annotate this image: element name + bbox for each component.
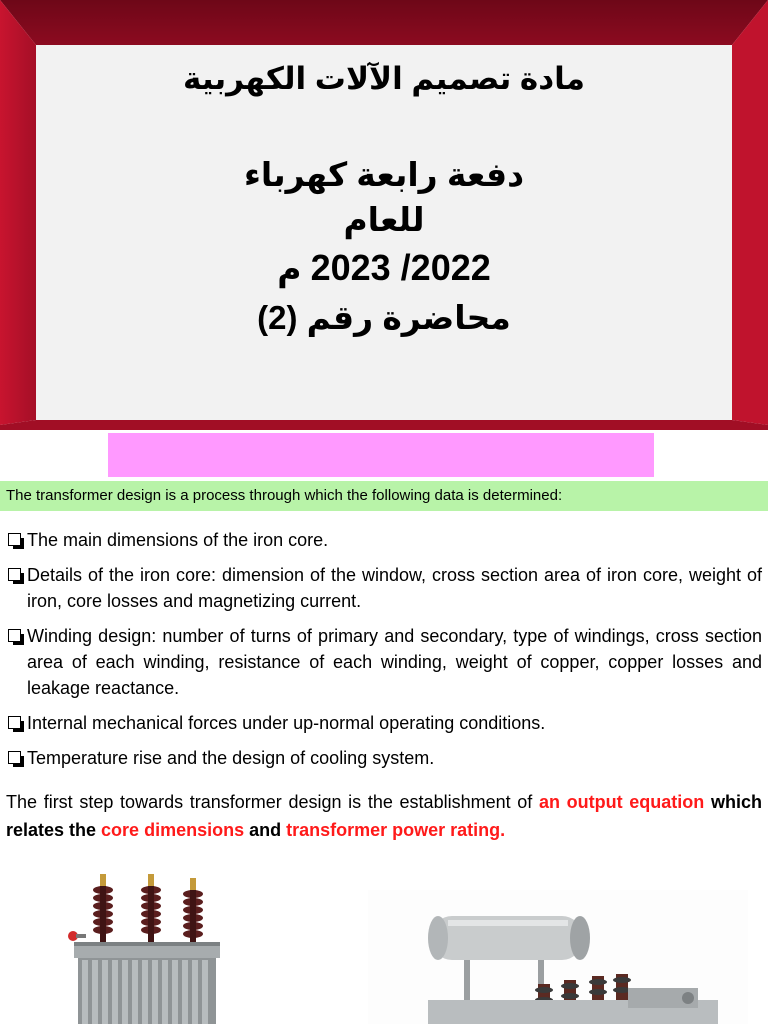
paragraph-text: which relates the [6,792,762,840]
title-frame [0,0,768,430]
checkbox-bullet-icon [8,533,21,546]
checkbox-bullet-icon [8,629,21,642]
paragraph-text: and [244,820,287,840]
list-item-text: Details of the iron core: dimension of the window, cross section area of iron core, weight of iron, core losses and magnetizing current. [27,565,762,611]
list-item [6,745,762,771]
year-numbers: 2023 /2022 [310,247,491,288]
checkbox-bullet-icon [8,716,21,729]
pink-banner [108,433,654,477]
course-title: مادة تصميم الآلات الكهربية [183,61,585,96]
highlight-output-equation: an output equation [538,792,705,812]
checkbox-bullet-icon [8,751,21,764]
highlight-core-dimensions: core dimensions [101,820,245,840]
output-equation-paragraph [6,788,762,844]
year-suffix: م [277,250,302,287]
list-item-text: Winding design: number of turns of primary and secondary, type of windings, cross section area of each winding, resistance of each winding, weight of copper, copper losses and leakage reactance. [27,626,762,698]
title-box [36,45,732,420]
year-label: للعام [343,201,425,238]
checkbox-bullet-icon [8,568,21,581]
highlight-power-rating: transformer power rating [286,820,501,840]
paragraph-period: . [500,820,506,840]
paragraph-text: The first step towards transformer design is the establishment of [6,792,539,812]
list-item-text: Internal mechanical forces under up-normal operating conditions. [27,713,546,733]
academic-year [277,243,491,294]
bullet-list [6,527,762,780]
distribution-transformer-image [60,868,230,1024]
list-item [6,527,762,553]
power-transformer-image [368,890,748,1024]
lecture-number: محاضرة رقم (2) [257,299,511,336]
intro-banner: The transformer design is a process through which the following data is determined: [0,481,768,511]
list-item-text: Temperature rise and the design of cooling system. [27,748,435,768]
batch-label: دفعة رابعة كهرباء [243,156,525,193]
list-item-text: The main dimensions of the iron core. [27,530,329,550]
list-item [6,710,762,736]
list-item [6,562,762,614]
list-item [6,623,762,701]
